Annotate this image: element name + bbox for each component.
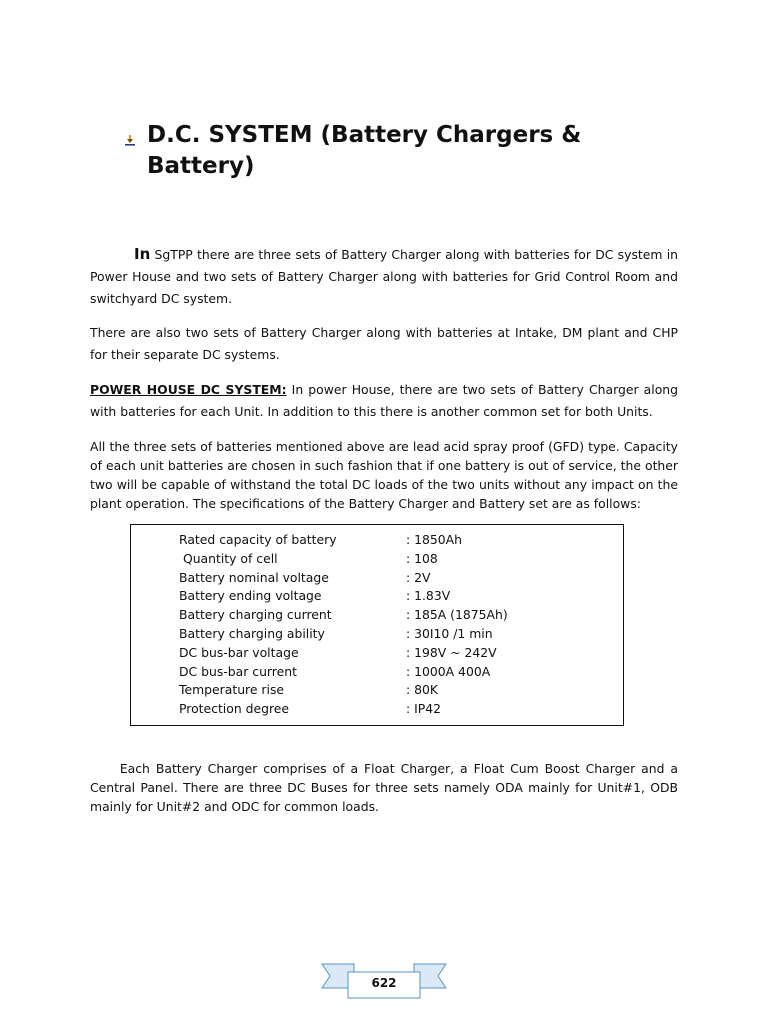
spec-key: Temperature rise [179,682,285,698]
spec-value: : 30I10 /1 min [406,626,493,641]
spec-value: : IP42 [406,701,442,717]
power-house-label: POWER HOUSE DC SYSTEM: [90,382,287,397]
intro-text: SgTPP there are three sets of Battery Charger along with batteries for DC system in Power House and two sets of Battery Charger along with batteries for Grid Control Room and switchyard DC system. [90,247,678,306]
spec-value: : 1000A 400A [406,663,491,679]
spec-row [179,569,430,588]
spec-row [179,550,438,569]
page-number: 622 [371,976,397,990]
spec-value: : 1850Ah [406,532,462,547]
spec-key: DC bus-bar current [179,663,297,679]
power-house-paragraph [90,379,678,423]
spec-key: DC bus-bar voltage [179,644,299,660]
spec-row [179,625,493,644]
section-heading [147,120,627,182]
spec-key: Quantity of cell [179,550,278,566]
spec-row [179,531,462,550]
spec-row [179,681,438,700]
power-house-text: In power House, there are two sets of Battery Charger along with batteries for each Unit. In addition to this there is another common set for both Units. [90,382,678,419]
spec-key: Battery nominal voltage [179,569,329,585]
spec-value: : 198V ~ 242V [406,644,497,660]
spec-value: : 185A (1875Ah) [406,607,508,623]
spec-key: Battery ending voltage [179,588,322,604]
spec-value: : 2V [406,569,431,585]
bullet-arrow-icon [124,134,136,146]
charger-paragraph: Each Battery Charger comprises of a Float Charger, a Float Cum Boost Charger and a Central Panel. There are three DC Buses for three sets namely ODA mainly for Unit#1, ODB mainly for Unit#2 and ODC for common loads. [90,761,682,814]
spec-row [179,700,441,719]
spec-value: : 80K [406,682,439,698]
intake-paragraph: There are also two sets of Battery Charger along with batteries at Intake, DM plant and CHP for their separate DC systems. [90,325,678,362]
intro-paragraph [90,243,678,310]
batteries-paragraph: All the three sets of batteries mentioned above are lead acid spray proof (GFD) type. Capacity of each unit batteries are chosen in such fashion that if one battery is out of service, the other two will be capable of withstand the total DC loads of the two units without any impact on the plant operation. The specifications of the Battery Charger and Battery set are as follows: [90,439,678,511]
spec-key: Battery charging current [179,607,332,623]
spec-row [179,663,490,682]
spec-value: : 1.83V [406,588,451,604]
intro-dropcap: In [134,245,151,263]
spec-value: : 108 [406,550,438,566]
spec-key: Battery charging ability [179,626,325,641]
heading-line-2: Battery) [147,153,255,179]
spec-row [179,644,497,663]
spec-key: Protection degree [179,701,290,717]
spec-row [179,606,508,625]
spec-key: Rated capacity of battery [179,532,337,547]
spec-row [179,587,450,606]
spec-table [130,524,624,726]
heading-line-1: D.C. SYSTEM (Battery Chargers & [147,122,582,148]
